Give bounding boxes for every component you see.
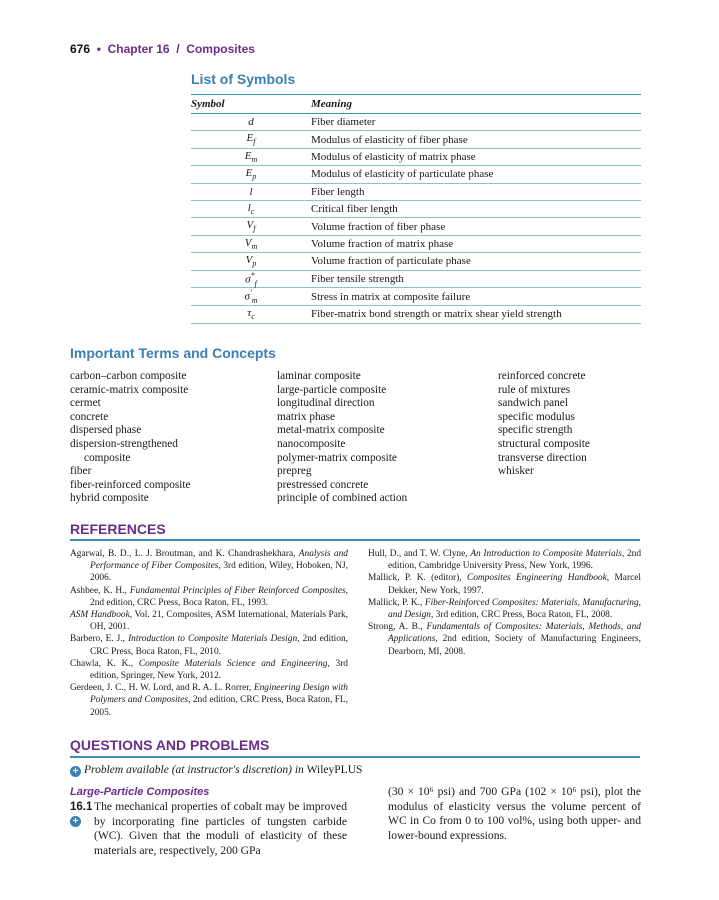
meaning-cell: Stress in matrix at composite failure	[311, 288, 641, 306]
reference-entry	[368, 548, 641, 572]
symbol-cell: $E_p$	[191, 166, 311, 183]
term-item: structural composite	[498, 437, 590, 450]
term-item: ceramic-matrix composite	[70, 383, 189, 396]
symbol-cell: $E_f$	[191, 131, 311, 148]
term-item: fiber	[70, 465, 92, 478]
symbols-row	[191, 148, 641, 165]
symbol-cell: $V_p$	[191, 253, 311, 270]
symbols-row	[191, 235, 641, 252]
term-item: sandwich panel	[498, 397, 568, 410]
symbols-row	[191, 183, 641, 200]
symbols-row	[191, 253, 641, 270]
references-right-column	[368, 548, 641, 658]
reference-entry	[70, 585, 348, 609]
header-separator: /	[176, 42, 180, 56]
symbol-cell: d	[191, 114, 311, 131]
reference-publication: 3rd edition, Springer, New York, 2012.	[90, 658, 348, 682]
reference-entry	[70, 548, 348, 585]
reference-title: Fundamental Principles of Fiber Reinforced Composites,	[129, 585, 348, 596]
term-item: nanocomposite	[277, 437, 346, 450]
symbols-row	[191, 131, 641, 148]
term-item: dispersion-strengthened	[70, 437, 178, 450]
legend-brand: WileyPLUS	[306, 764, 363, 776]
reference-authors: Strong, A. B.,	[368, 622, 427, 633]
reference-title: ASM Handbook,	[70, 610, 133, 621]
meaning-cell: Fiber length	[311, 183, 641, 200]
symbol-cell: $V_f$	[191, 218, 311, 235]
symbol-cell: $\sigma'_m$	[191, 288, 311, 306]
meaning-cell: Volume fraction of matrix phase	[311, 235, 641, 252]
reference-authors: Mallick, P. K.,	[368, 597, 425, 608]
term-item: large-particle composite	[277, 383, 387, 396]
reference-title: Engineering Design with Polymers and Composites,	[90, 683, 348, 706]
reference-title: Composite Materials Science and Engineering,	[138, 658, 330, 669]
meaning-cell: Volume fraction of particulate phase	[311, 253, 641, 270]
references-rule	[70, 539, 640, 541]
reference-title: Analysis and Performance of Fiber Composites,	[90, 549, 348, 572]
reference-authors: Mallick, P. K. (editor),	[368, 573, 467, 584]
symbol-cell: $l_c$	[191, 200, 311, 217]
meaning-cell: Modulus of elasticity of particulate phase	[311, 166, 641, 183]
questions-rule	[70, 756, 640, 758]
term-item: specific strength	[498, 424, 573, 437]
problem-16-1-left	[70, 800, 347, 858]
meaning-cell: Modulus of elasticity of matrix phase	[311, 148, 641, 165]
reference-title: Fiber-Reinforced Composites: Materials, Manufacturing, and Design,	[388, 597, 642, 621]
reference-entry	[70, 609, 348, 633]
meaning-cell: Fiber tensile strength	[311, 270, 641, 288]
reference-publication: 2nd edition, CRC Press, Boca Raton, FL, 2005.	[90, 695, 348, 718]
symbols-row	[191, 166, 641, 183]
symbol-cell: $\sigma^*_f$	[191, 270, 311, 288]
term-item: transverse direction	[498, 451, 587, 464]
symbols-row	[191, 114, 641, 131]
term-item: hybrid composite	[70, 492, 149, 505]
reference-authors: Agarwal, B. D., L. J. Broutman, and K. Chandrashekhara,	[70, 549, 299, 559]
term-item: principle of combined action	[277, 492, 408, 505]
questions-title: QUESTIONS AND PROBLEMS	[70, 737, 270, 753]
reference-entry	[368, 597, 641, 621]
term-item: rule of mixtures	[498, 383, 571, 396]
reference-publication: 2nd edition, Cambridge University Press, New York, 1996.	[388, 549, 642, 572]
term-item: polymer-matrix composite	[277, 451, 397, 464]
terms-column-1	[70, 370, 191, 506]
reference-entry	[70, 682, 348, 719]
terms-title: Important Terms and Concepts	[70, 345, 276, 361]
term-item: whisker	[498, 465, 534, 478]
reference-authors: Chawla, K. K.,	[70, 658, 139, 669]
symbols-col-meaning: Meaning	[311, 95, 641, 114]
legend-text: Problem available (at instructor's discretion) in	[84, 764, 304, 776]
terms-column-2	[277, 370, 407, 506]
term-item: cermet	[70, 397, 101, 410]
term-item: reinforced concrete	[498, 370, 586, 382]
meaning-cell: Fiber-matrix bond strength or matrix shear yield strength	[311, 306, 641, 323]
reference-authors: Ashbee, K. H.,	[70, 585, 130, 596]
header-title: Composites	[186, 42, 255, 56]
problem-text-left: The mechanical properties of cobalt may be improved by incorporating fine particles of tungsten carbide (WC). Given that the moduli of elasticity of these materials are, respectively, 200 GPa	[94, 800, 347, 857]
meaning-cell: Critical fiber length	[311, 200, 641, 217]
meaning-cell: Fiber diameter	[311, 114, 641, 131]
header-chapter: Chapter 16	[107, 42, 170, 56]
wileyplus-plus-icon[interactable]: +	[70, 816, 81, 827]
reference-publication: 2nd edition, Society of Manufacturing Engineers, Dearborn, MI, 2008.	[388, 634, 641, 657]
term-item: fiber-reinforced composite	[70, 478, 191, 491]
reference-title: An Introduction to Composite Materials,	[470, 549, 625, 559]
header-bullet: •	[96, 42, 101, 56]
reference-publication: 2nd edition, CRC Press, Boca Raton, FL, 1993.	[90, 597, 269, 608]
references-left-column	[70, 548, 348, 719]
term-item: composite	[84, 451, 131, 464]
problem-text-right: (30 × 10⁶ psi) and 700 GPa (102 × 10⁶ psi), plot the modulus of elasticity versus the volume percent of WC in Co from 0 to 100 vol%, using both upper- and lower-bound expressions.	[388, 785, 641, 842]
reference-authors: Barbero, E. J.,	[70, 634, 129, 645]
symbol-cell: l	[191, 183, 311, 200]
reference-title: Introduction to Composite Materials Design,	[128, 634, 300, 645]
plus-icon: +	[70, 766, 81, 777]
symbols-title: List of Symbols	[191, 71, 296, 87]
symbols-row	[191, 306, 641, 323]
term-item: metal-matrix composite	[277, 424, 385, 437]
subsection-title: Large-Particle Composites	[70, 786, 210, 798]
wileyplus-legend	[70, 764, 362, 777]
meaning-cell: Modulus of elasticity of fiber phase	[311, 131, 641, 148]
running-header	[70, 42, 255, 56]
symbols-row	[191, 200, 641, 217]
term-item: longitudinal direction	[277, 397, 375, 410]
references-title: REFERENCES	[70, 521, 166, 537]
reference-publication: Marcel Dekker, New York, 1997.	[388, 573, 641, 596]
term-item: prestressed concrete	[277, 478, 369, 491]
symbols-table	[191, 94, 641, 324]
reference-entry	[70, 633, 348, 657]
term-item: matrix phase	[277, 410, 336, 423]
term-item: laminar composite	[277, 370, 361, 382]
page-number: 676	[70, 42, 91, 56]
meaning-cell: Volume fraction of fiber phase	[311, 218, 641, 235]
term-item: dispersed phase	[70, 424, 142, 437]
reference-publication: 3rd edition, Wiley, Hoboken, NJ, 2006.	[90, 561, 348, 584]
reference-title: Composites Engineering Handbook,	[466, 573, 610, 584]
reference-entry	[368, 621, 641, 658]
symbol-cell: $V_m$	[191, 235, 311, 252]
symbol-cell: $E_m$	[191, 148, 311, 165]
symbols-col-symbol: Symbol	[191, 95, 311, 114]
reference-entry	[70, 658, 348, 682]
reference-authors: Hull, D., and T. W. Clyne,	[368, 549, 471, 559]
reference-publication: Vol. 21, Composites, ASM International, Materials Park, OH, 2001.	[90, 610, 349, 633]
symbols-row	[191, 218, 641, 235]
symbols-row	[191, 288, 641, 306]
reference-publication: 3rd edition, CRC Press, Boca Raton, FL, 2008.	[433, 610, 613, 621]
reference-title: Fundamentals of Composites: Materials, Methods, and Applications,	[388, 622, 641, 645]
symbols-row	[191, 270, 641, 288]
reference-publication: 2nd edition, CRC Press, Boca Raton, FL, 2010.	[90, 634, 348, 657]
term-item: specific modulus	[498, 410, 575, 423]
reference-authors: Gerdeen, J. C., H. W. Lord, and R. A. L. Rorrer,	[70, 683, 254, 694]
reference-entry	[368, 572, 641, 596]
term-item: concrete	[70, 410, 109, 423]
terms-column-3	[498, 370, 590, 479]
problem-number: 16.1	[70, 801, 93, 813]
symbol-cell: $\tau_c$	[191, 306, 311, 323]
term-item: prepreg	[277, 465, 312, 478]
term-item: carbon–carbon composite	[70, 370, 187, 382]
